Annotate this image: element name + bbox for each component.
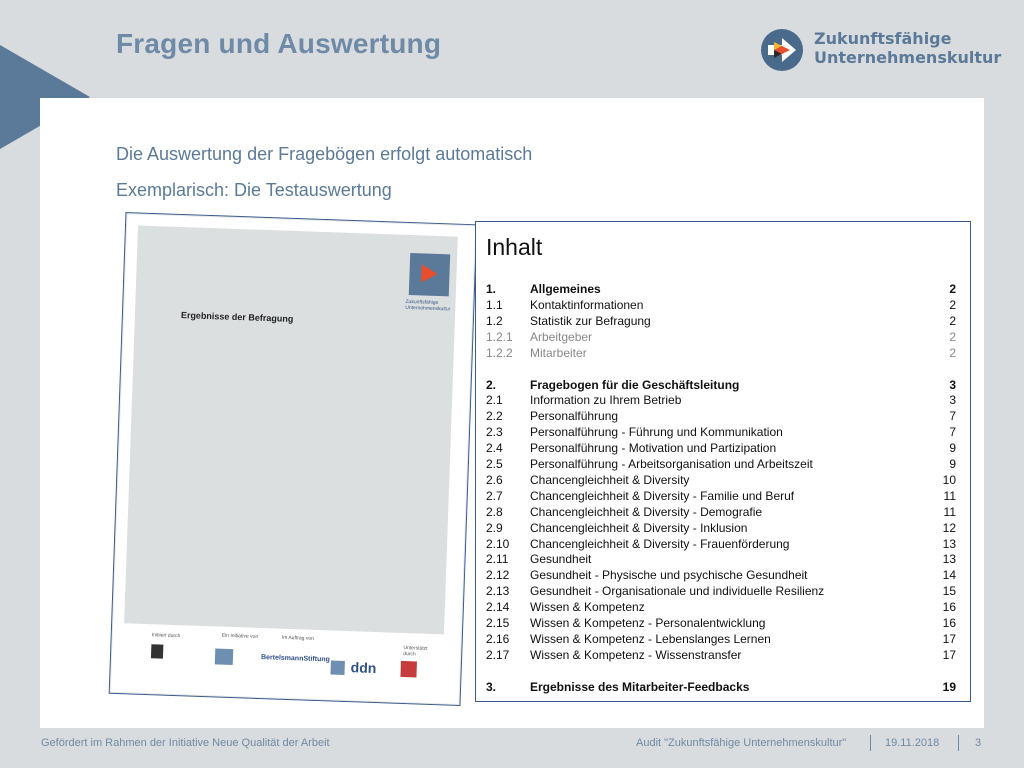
toc-row <box>486 473 964 489</box>
toc-row-number: 2.9 <box>486 520 503 535</box>
toc-row <box>486 489 964 505</box>
toc-row <box>486 298 964 314</box>
document-page <box>109 212 478 706</box>
toc-row-title: Statistik zur Befragung <box>530 313 651 328</box>
sponsor-label: Ein Initiative von <box>221 632 259 640</box>
toc-row-number: 2.16 <box>486 631 510 646</box>
toc-row-title: Personalführung - Motivation und Partizipation <box>530 441 777 456</box>
footer-separator <box>958 735 959 751</box>
toc-row-number: 1.2.1 <box>486 329 513 344</box>
toc-row <box>486 330 964 346</box>
toc-row-title: Mitarbeiter <box>530 345 587 360</box>
toc-row-title: Chancengleichheit & Diversity - Frauenförderung <box>530 536 790 551</box>
toc-row-title: Chancengleichheit & Diversity <box>530 472 690 487</box>
footer-page-number: 3 <box>975 737 982 749</box>
toc-row-page: 2 <box>949 345 956 360</box>
toc-row-number: 2.10 <box>486 536 510 551</box>
toc-row-page: 13 <box>942 536 956 551</box>
toc-row <box>486 409 964 425</box>
toc-row-number: 3. <box>486 679 497 694</box>
logo-line-2: Unternehmenskultur <box>814 48 1002 67</box>
toc-row-title: Personalführung <box>530 409 619 424</box>
document-cover-area <box>124 225 458 634</box>
toc-row-title: Gesundheit - Physische und psychische Gesundheit <box>530 568 808 583</box>
footer-funding-note: Gefördert im Rahmen der Initiative Neue Qualität der Arbeit <box>41 737 330 749</box>
toc-row-number: 1.1 <box>486 297 503 312</box>
toc-row-page: 19 <box>942 679 956 694</box>
ddn-logo: ddn <box>350 659 377 677</box>
toc-row-title: Wissen & Kompetenz - Lebenslanges Lernen <box>530 631 771 646</box>
toc-row-number: 2.4 <box>486 441 503 456</box>
toc-row-title: Wissen & Kompetenz <box>530 600 645 615</box>
sponsor-label: Initiiert durch <box>151 632 181 640</box>
partner-logo-icon <box>330 660 344 674</box>
toc-row-page: 11 <box>943 488 956 503</box>
toc-row <box>486 378 964 394</box>
toc-row-number: 2.15 <box>486 616 510 630</box>
sponsor-label: Unterstützt durch <box>403 645 428 658</box>
footer-date: 19.11.2018 <box>885 737 940 749</box>
logo-line-1: Zukunftsfähige <box>814 29 952 48</box>
toc-row-title: Fragebogen für die Geschäftsleitung <box>530 377 740 392</box>
toc-row <box>486 537 964 553</box>
document-preview <box>109 212 476 704</box>
federal-eagle-icon <box>151 644 163 658</box>
toc-row <box>486 616 964 632</box>
toc-row <box>486 568 964 584</box>
toc-row-page: 3 <box>949 393 956 408</box>
toc-row-number: 2.14 <box>486 600 510 615</box>
toc-row-number: 2.6 <box>486 472 503 487</box>
toc-heading: Inhalt <box>486 234 543 260</box>
toc-row-title: Gesundheit - Organisationale und individuelle Resilienz <box>530 584 825 599</box>
red-square-logo-icon <box>400 661 417 678</box>
subtitle-2: Exemplarisch: Die Testauswertung <box>116 180 392 200</box>
footer-separator <box>870 735 871 751</box>
toc-row <box>486 648 964 664</box>
toc-row-page: 7 <box>949 409 956 424</box>
toc-row-page: 14 <box>942 568 956 583</box>
toc-row-title: Chancengleichheit & Diversity - Inklusion <box>530 520 748 535</box>
toc-row-page: 9 <box>949 441 956 456</box>
toc-row <box>486 282 964 298</box>
document-logo-caption: Zukunftsfähige Unternehmenskultur <box>405 298 451 313</box>
toc-row-title: Kontaktinformationen <box>530 297 644 312</box>
toc-row-page: 11 <box>943 504 956 519</box>
toc-row-number: 2.5 <box>486 457 503 471</box>
toc-row-title: Chancengleichheit & Diversity - Demografie <box>530 504 763 519</box>
toc-row-title: Chancengleichheit & Diversity - Familie und Beruf <box>530 488 795 503</box>
toc-row-number: 2.17 <box>486 647 510 662</box>
toc-row-page: 9 <box>949 457 956 471</box>
toc-row-number: 2.8 <box>486 504 503 519</box>
bertelsmann-logo: BertelsmannStiftung <box>260 654 330 664</box>
toc-row <box>486 584 964 600</box>
toc-row-page: 17 <box>942 647 956 662</box>
toc-row-number: 1.2.2 <box>486 345 513 360</box>
toc-row-page: 2 <box>949 313 956 328</box>
brand-logo <box>760 26 1002 74</box>
toc-row-title: Gesundheit <box>530 552 592 567</box>
toc-row <box>486 441 964 457</box>
toc-row-number: 2.1 <box>486 393 503 408</box>
sponsor-label: Im Auftrag von <box>281 634 315 642</box>
toc-row-page: 12 <box>942 520 956 535</box>
toc-row <box>486 393 964 409</box>
table-of-contents <box>475 221 971 702</box>
toc-row <box>486 632 964 648</box>
toc-row-number: 2.2 <box>486 409 503 424</box>
toc-row <box>486 552 964 568</box>
toc-row-page: 10 <box>942 472 956 487</box>
toc-row-page: 2 <box>949 329 956 344</box>
toc-row-title: Personalführung - Arbeitsorganisation und Arbeitszeit <box>530 457 813 471</box>
toc-row-title: Information zu Ihrem Betrieb <box>530 393 682 408</box>
inqa-logo-icon <box>215 648 234 665</box>
toc-row-page: 16 <box>942 600 956 615</box>
toc-row <box>486 600 964 616</box>
toc-row-title: Personalführung - Führung und Kommunikation <box>530 425 783 440</box>
toc-row-page: 17 <box>942 631 956 646</box>
document-logo-icon <box>409 253 450 296</box>
toc-row-title: Allgemeines <box>530 282 601 296</box>
toc-row-page: 2 <box>949 297 956 312</box>
document-sponsor-logos <box>130 626 442 697</box>
toc-row <box>486 521 964 537</box>
toc-row <box>486 457 964 473</box>
toc-row <box>486 680 964 696</box>
toc-row-title: Arbeitgeber <box>530 329 593 344</box>
toc-row-title: Wissen & Kompetenz - Personalentwicklung <box>530 616 766 630</box>
toc-row-number: 2.12 <box>486 568 510 583</box>
toc-row-page: 2 <box>949 282 956 296</box>
toc-row-page: 15 <box>942 584 956 599</box>
toc-row <box>486 314 964 330</box>
toc-row-title: Ergebnisse des Mitarbeiter-Feedbacks <box>530 679 750 694</box>
document-title: Ergebnisse der Befragung <box>180 310 294 324</box>
toc-row-number: 2. <box>486 377 497 392</box>
page-title: Fragen und Auswertung <box>116 28 442 59</box>
toc-row-title: Wissen & Kompetenz - Wissenstransfer <box>530 647 742 662</box>
toc-row-number: 2.11 <box>486 552 509 567</box>
toc-row-page: 13 <box>942 552 956 567</box>
toc-row-page: 7 <box>949 425 956 440</box>
toc-row-page: 3 <box>949 377 956 392</box>
toc-row-number: 2.3 <box>486 425 503 440</box>
logo-emblem-icon <box>760 28 804 72</box>
toc-row <box>486 425 964 441</box>
toc-row-number: 1. <box>486 282 497 296</box>
toc-row <box>486 505 964 521</box>
subtitle-1: Die Auswertung der Fragebögen erfolgt automatisch <box>116 144 533 164</box>
toc-row-number: 2.7 <box>486 488 503 503</box>
footer-audit-label: Audit "Zukunftsfähige Unternehmenskultur" <box>636 737 847 749</box>
toc-row-page: 16 <box>942 616 956 630</box>
toc-row <box>486 346 964 362</box>
toc-row-number: 1.2 <box>486 313 503 328</box>
toc-row-number: 2.13 <box>486 584 510 599</box>
